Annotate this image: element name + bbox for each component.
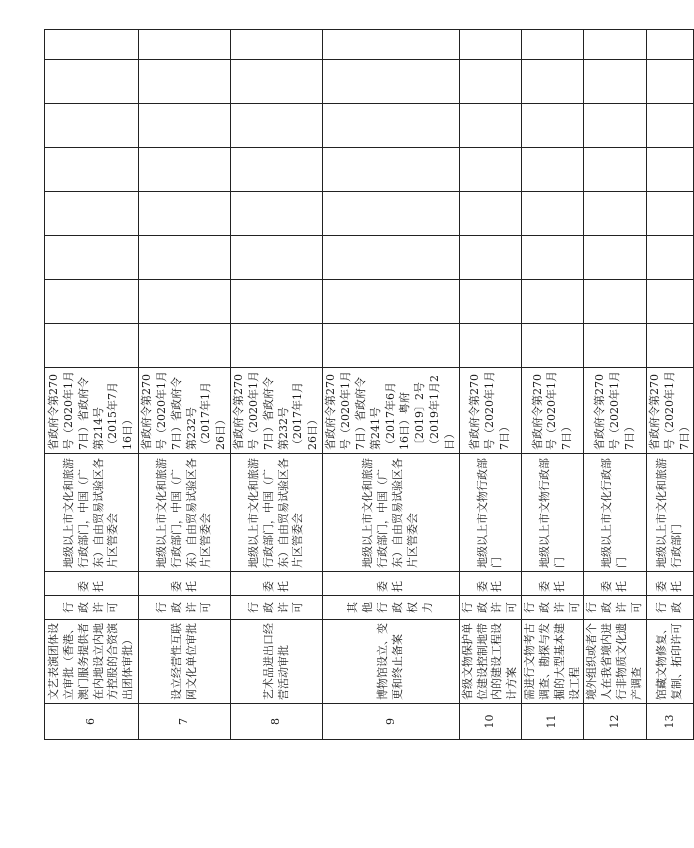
blank-cell [584,280,646,324]
row-number: 8 [231,704,323,740]
blank-cell [323,30,460,60]
item-name: 馆藏文物修复、复制、拓印许可 [646,620,694,704]
blank-cell [323,60,460,104]
receiving-department: 地级以上市文化和旅游行政部门，中国（广东）自由贸易试验区各片区管委会 [139,454,231,572]
blank-cell [646,280,694,324]
blank-cell [584,148,646,192]
item-type: 行政许可 [459,596,521,620]
row-number: 9 [323,704,460,740]
delegation-mode: 委托 [646,572,694,596]
blank-cell [139,192,231,236]
receiving-department: 地级以上市文化和旅游行政部门，中国（广东）自由贸易试验区各片区管委会 [45,454,139,572]
legal-basis: 省政府令第270号（2020年1月7日） [584,368,646,454]
delegation-mode: 委托 [231,572,323,596]
blank-cell [646,236,694,280]
blank-cell [459,236,521,280]
blank-cell [231,148,323,192]
item-type: 其他行政权力 [323,596,460,620]
receiving-department: 地级以上市文物行政部门 [522,454,584,572]
item-name: 境外组织或者个人在我省境内进行非物质文化遗产调查 [584,620,646,704]
legal-basis: 省政府令第270号（2020年1月7日）省政府令第232号（2017年1月26日） [139,368,231,454]
blank-cell [323,192,460,236]
row-number: 12 [584,704,646,740]
receiving-department: 地级以上市文化和旅游行政部门 [646,454,694,572]
blank-cell [45,280,139,324]
legal-basis: 省政府令第270号（2020年1月7日）省政府令第232号（2017年1月26日） [231,368,323,454]
blank-cell [522,192,584,236]
blank-cell [459,148,521,192]
table-row [323,30,460,740]
blank-cell [522,104,584,148]
item-name: 艺术品进出口经营活动审批 [231,620,323,704]
blank-cell [45,104,139,148]
table-row [459,30,521,740]
delegation-table [44,29,694,740]
blank-cell [323,236,460,280]
table-row [45,30,139,740]
blank-cell [45,192,139,236]
blank-cell [522,60,584,104]
table-row [584,30,646,740]
item-name: 文艺表演团体设立审批（香港、澳门服务提供者在内地设立内地方控股的合资演出团体审批） [45,620,139,704]
blank-cell [646,148,694,192]
blank-cell [45,324,139,368]
item-name: 博物馆设立、变更和终止备案 [323,620,460,704]
table-row [231,30,323,740]
delegation-mode: 委托 [459,572,521,596]
blank-cell [646,60,694,104]
delegation-mode: 委托 [139,572,231,596]
blank-cell [139,148,231,192]
blank-cell [139,30,231,60]
blank-cell [646,324,694,368]
blank-cell [584,30,646,60]
row-number: 6 [45,704,139,740]
blank-cell [522,324,584,368]
row-number: 10 [459,704,521,740]
receiving-department: 地级以上市文化行政部门 [584,454,646,572]
blank-cell [231,280,323,324]
blank-cell [231,104,323,148]
blank-cell [459,192,521,236]
blank-cell [646,192,694,236]
legal-basis: 省政府令第270号（2020年1月7日） [459,368,521,454]
legal-basis: 省政府令第270号（2020年1月7日）省政府令第214号（2015年7月16日） [45,368,139,454]
table-row [139,30,231,740]
blank-cell [139,324,231,368]
blank-cell [45,30,139,60]
item-type: 行政许可 [522,596,584,620]
item-type: 行政许可 [45,596,139,620]
blank-cell [231,30,323,60]
blank-cell [584,104,646,148]
blank-cell [323,280,460,324]
table-row [522,30,584,740]
delegation-mode: 委托 [45,572,139,596]
blank-cell [584,60,646,104]
item-name: 省级文物保护单位建设控制地带内的建设工程设计方案 [459,620,521,704]
delegation-mode: 委托 [323,572,460,596]
row-number: 13 [646,704,694,740]
blank-cell [323,104,460,148]
table-row [646,30,694,740]
blank-cell [231,60,323,104]
blank-cell [646,104,694,148]
blank-cell [459,280,521,324]
blank-cell [323,148,460,192]
blank-cell [45,236,139,280]
blank-cell [139,280,231,324]
blank-cell [522,236,584,280]
blank-cell [459,104,521,148]
blank-cell [584,192,646,236]
delegation-mode: 委托 [584,572,646,596]
blank-cell [584,236,646,280]
receiving-department: 地级以上市文化和旅游行政部门，中国（广东）自由贸易试验区各片区管委会 [231,454,323,572]
legal-basis: 省政府令第270号（2020年1月7日）省政府令第241号（2017年6月16日）粤府〔2019〕2号（2019年1月2日） [323,368,460,454]
delegation-mode: 委托 [522,572,584,596]
blank-cell [459,60,521,104]
blank-cell [522,148,584,192]
blank-cell [522,30,584,60]
blank-cell [231,324,323,368]
blank-cell [139,236,231,280]
legal-basis: 省政府令第270号（2020年1月7日） [646,368,694,454]
item-type: 行政 [646,596,694,620]
receiving-department: 地级以上市文化和旅游行政部门，中国（广东）自由贸易试验区各片区管委会 [323,454,460,572]
blank-cell [459,324,521,368]
receiving-department: 地级以上市文物行政部门 [459,454,521,572]
blank-cell [45,148,139,192]
item-type: 行政许可 [231,596,323,620]
blank-cell [323,324,460,368]
blank-cell [139,104,231,148]
row-number: 7 [139,704,231,740]
legal-basis: 省政府令第270号（2020年1月7日） [522,368,584,454]
item-name: 设立经营性互联网文化单位审批 [139,620,231,704]
blank-cell [231,236,323,280]
blank-cell [139,60,231,104]
item-type: 行政许可 [139,596,231,620]
blank-cell [646,30,694,60]
blank-cell [522,280,584,324]
blank-cell [459,30,521,60]
row-number: 11 [522,704,584,740]
item-type: 行政许可 [584,596,646,620]
blank-cell [231,192,323,236]
blank-cell [45,60,139,104]
blank-cell [584,324,646,368]
item-name: 需进行文物考古调查、勘探与发掘的大型基本建设工程 [522,620,584,704]
